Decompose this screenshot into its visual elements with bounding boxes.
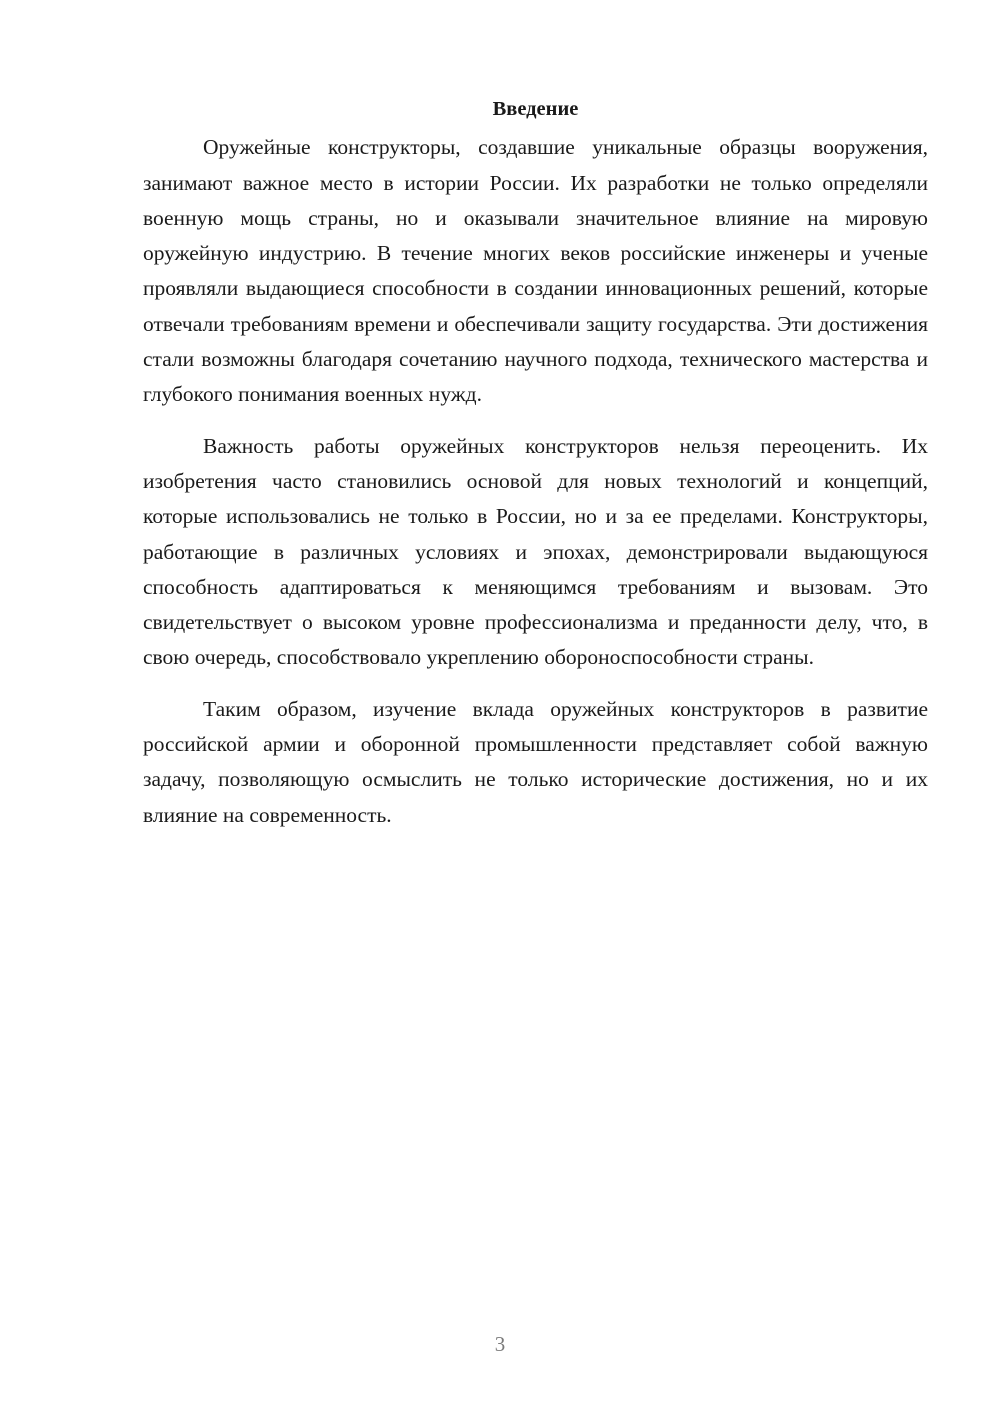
section-title: Введение <box>492 98 579 120</box>
paragraph-1: Оружейные конструкторы, создавшие уникальные образцы вооружения, занимают важное место в истории России. Их разработки не только определяли военную мощь страны, но и оказывали значительное влияние на мировую оружейную индустрию. В течение многих веков российские инженеры и ученые проявляли выдающиеся способности в создании инновационных решений, которые отвечали требованиям времени и обеспечивали защиту государства. Эти достижения стали возможны благодаря сочетанию научного подхода, технического мастерства и глубокого понимания военных нужд. <box>143 135 928 407</box>
paragraph-2: Важность работы оружейных конструкторов нельзя переоценить. Их изобретения часто становились основой для новых технологий и концепций, которые использовались не только в России, но и за ее пределами. Конструкторы, работающие в различных условиях и эпохах, демонстрировали выдающуюся способность адаптироваться к меняющимся требованиям и вызовам. Это свидетельствует о высоком уровне профессионализма и преданности делу, что, в свою очередь, способствовало укреплению обороноспособности страны. <box>143 433 928 670</box>
paragraph-3: Таким образом, изучение вклада оружейных конструкторов в развитие российской армии и оборонной промышленности представляет собой важную задачу, позволяющую осмыслить не только исторические достижения, но и их влияние на современность. <box>143 696 928 827</box>
page-number: 3 <box>494 1332 506 1356</box>
page-content <box>143 92 928 849</box>
